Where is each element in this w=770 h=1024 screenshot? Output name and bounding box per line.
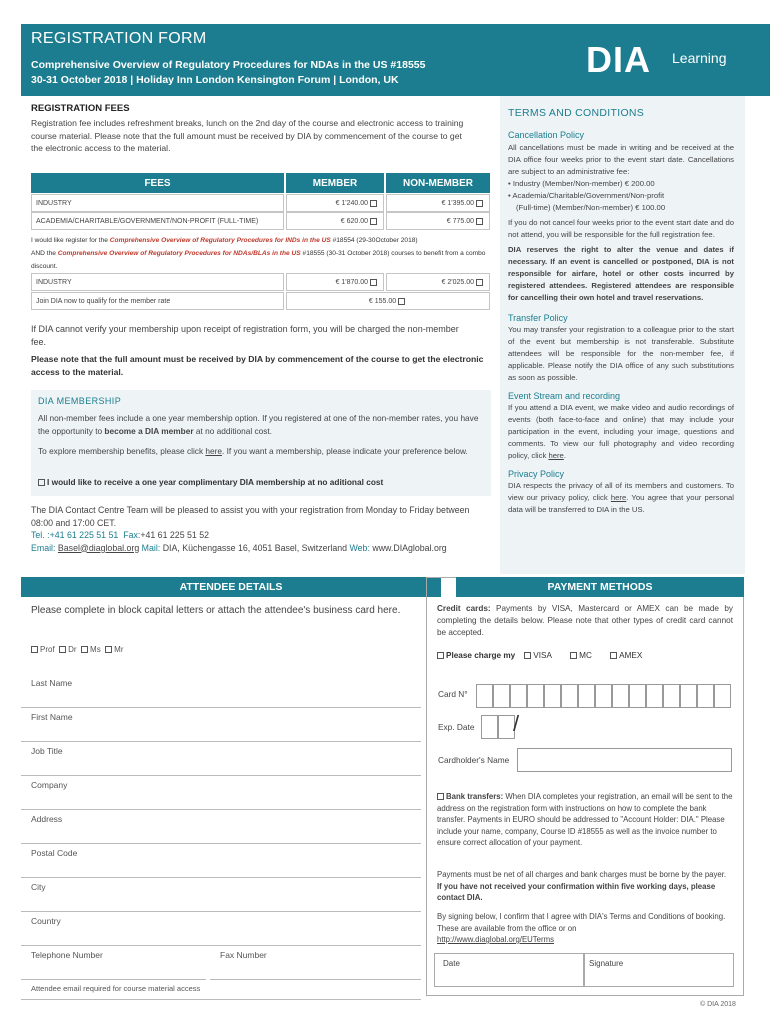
date-label: Date: [443, 959, 460, 968]
fee-value: € 1'240.00: [335, 199, 369, 207]
cancel-text-2: If you do not cancel four weeks prior to the event start date and do not attend, you will be responsible for the full registration fee.: [508, 218, 734, 239]
field-label: Job Title: [31, 746, 63, 756]
logo-text: DIA: [586, 39, 651, 80]
text-part: When DIA completes your registration, an email will be sent to the address on the registration form with instructions on how to complete the bank transfer. Payments in EURO should be addressed to "Account Holder: DIA." Please include your name, company, Course ID #18555 as well as the invoice number to ensure correct allocation of your payment.: [437, 792, 733, 847]
job-title-field[interactable]: [21, 744, 421, 776]
copyright: © DIA 2018: [700, 1001, 736, 1008]
text-part: at no additional cost.: [193, 425, 272, 436]
fax-field[interactable]: [210, 948, 421, 980]
visa-checkbox[interactable]: [524, 651, 552, 660]
fee-value: € 1'395.00: [441, 199, 475, 207]
verify-note: If DIA cannot verify your membership upon receipt of registration form, you will be charged the non-member fee.: [31, 324, 459, 347]
membership-link[interactable]: here: [205, 446, 223, 456]
checkbox-icon: [524, 652, 531, 659]
attendee-heading: ATTENDEE DETAILS: [21, 577, 441, 597]
card-digit-box[interactable]: [714, 684, 731, 708]
country-field[interactable]: [21, 914, 421, 946]
please-charge-checkbox[interactable]: [437, 651, 515, 660]
mc-checkbox[interactable]: [570, 651, 592, 660]
text-part: All non-member fees include a one year membership option. If you registered at one of the non-member rates, you have the opportunity to: [38, 413, 479, 436]
cancel-bold: DIA reserves the right to alter the venue and dates if necessary. If an event is cancelled or postponed, DIA is not responsible for airfare, hotel or other costs incurred by registered attendees. Registered attendees are responsible for cancelling their own hotel and travel reservations.: [508, 245, 734, 302]
cardholder-label: Cardholder's Name: [438, 755, 510, 765]
exp-month-box[interactable]: [481, 715, 498, 739]
col-nonmember: NON-MEMBER: [386, 173, 490, 193]
checkbox-icon: [38, 479, 45, 486]
payment-heading: PAYMENT METHODS: [456, 577, 744, 597]
field-label: Telephone Number: [31, 950, 103, 960]
transfer-title: Transfer Policy: [508, 313, 568, 323]
field-label: First Name: [31, 712, 73, 722]
stream-text: If you attend a DIA event, we make video and audio recordings of events (both face-to-face and online) that may include your participation in the event, including your image, questions and comments. To view our full photography and video recording policy, click here.: [508, 403, 734, 460]
fee-value: € 620.00: [340, 217, 369, 225]
combo-course-1: Comprehensive Overview of Regulatory Procedures for INDs in the US: [109, 237, 331, 244]
checkbox-icon: [610, 652, 617, 659]
card-number-label: Card N°: [438, 689, 468, 699]
checkbox-icon: [81, 646, 88, 653]
tel: +41 61 225 51 51: [49, 530, 119, 540]
title-options: [31, 645, 123, 654]
field-label: Last Name: [31, 678, 73, 688]
membership-checkbox[interactable]: [38, 477, 383, 487]
checkbox-icon: [59, 646, 66, 653]
fee-value: € 155.00: [368, 297, 397, 305]
card-digit-box[interactable]: [544, 684, 561, 708]
telephone-field[interactable]: [21, 948, 206, 980]
amex-checkbox[interactable]: [610, 651, 642, 660]
combo-part: #18555 (30-31 October 2018) courses to benefit from a combo discount.: [31, 250, 486, 270]
web-link[interactable]: www.DIAglobal.org: [372, 542, 447, 553]
field-label: Company: [31, 780, 68, 790]
title-label: Prof: [40, 645, 55, 654]
fee-member-checkbox[interactable]: [286, 212, 384, 230]
card-digit-box[interactable]: [680, 684, 697, 708]
card-digit-box[interactable]: [663, 684, 680, 708]
title-label: Ms: [90, 645, 101, 654]
text-part: . If you want a membership, please indicate your preference below.: [222, 446, 468, 456]
last-name-field[interactable]: [21, 676, 421, 708]
card-digit-box[interactable]: [561, 684, 578, 708]
bank-transfer-text: [437, 791, 733, 849]
fee-row-label: ACADEMIA/CHARITABLE/GOVERNMENT/NON-PROFIT (FULL-TIME): [31, 212, 284, 230]
form-title: REGISTRATION FORM: [31, 30, 207, 47]
cancel-bullet: (Full-time) (Member/Non-member) € 100.00: [516, 203, 666, 212]
cancel-text: All cancellations must be made in writing and be received at the DIA office four weeks prior to the event start date. Cancellations are subject to an administrative fee:: [508, 143, 734, 176]
dia-learning-logo: [586, 40, 736, 80]
card-label: AMEX: [619, 651, 643, 660]
title-mr[interactable]: [105, 645, 123, 654]
address-field[interactable]: [21, 812, 421, 844]
contact-text: The DIA Contact Centre Team will be pleased to assist you with your registration from Monday to Friday between 08:00 and 17:00 CET.: [31, 505, 470, 528]
title-label: Dr: [68, 645, 77, 654]
city-field[interactable]: [21, 880, 421, 912]
field-label: Country: [31, 916, 61, 926]
attendee-intro: Please complete in block capital letters or attach the attendee's business card here.: [31, 605, 401, 616]
join-row-label: Join DIA now to qualify for the member rate: [31, 292, 284, 310]
first-name-field[interactable]: [21, 710, 421, 742]
card-digit-box[interactable]: [612, 684, 629, 708]
fee-value: € 2'025.00: [441, 278, 475, 286]
card-digit-box[interactable]: [493, 684, 510, 708]
cardholder-input[interactable]: [517, 748, 732, 772]
contact-block: [31, 504, 493, 554]
card-digit-box[interactable]: [595, 684, 612, 708]
field-label: Attendee email required for course material access: [31, 984, 201, 993]
checkbox-icon: [570, 652, 577, 659]
fee-member-checkbox[interactable]: [286, 194, 384, 212]
fee-value: € 775.00: [446, 217, 475, 225]
company-field[interactable]: [21, 778, 421, 810]
bank-checkbox[interactable]: [437, 792, 503, 801]
checkbox-icon: [105, 646, 112, 653]
terms-body: [508, 129, 734, 516]
postal-code-field[interactable]: [21, 846, 421, 878]
membership-text: [38, 412, 483, 437]
privacy-title: Privacy Policy: [508, 469, 565, 479]
fax: +41 61 225 51 52: [140, 530, 210, 540]
title-label: Mr: [114, 645, 124, 654]
membership-heading: DIA MEMBERSHIP: [38, 396, 122, 406]
card-digit-box[interactable]: [629, 684, 646, 708]
text-part: Payments must be net of all charges and bank charges must be borne by the payer.: [437, 870, 727, 879]
combo-row-label: INDUSTRY: [31, 273, 284, 291]
card-digit-box[interactable]: [646, 684, 663, 708]
attendee-email-field[interactable]: [21, 982, 421, 1000]
eu-terms-link[interactable]: http://www.diaglobal.org/EUTerms: [437, 935, 555, 944]
charge-label: Please charge my: [446, 651, 516, 660]
checkbox-icon: [437, 652, 444, 659]
credit-card-text: [437, 603, 733, 639]
email-label: Email:: [31, 542, 56, 553]
field-label: Fax Number: [220, 950, 267, 960]
sign-text: [437, 911, 733, 946]
privacy-link[interactable]: here: [610, 493, 627, 502]
combo-member-checkbox[interactable]: [286, 273, 384, 291]
course-title: Comprehensive Overview of Regulatory Procedures for NDAs in the US #18555: [31, 59, 426, 71]
membership-explore: [38, 445, 483, 458]
checkbox-icon: [370, 200, 377, 207]
privacy-text: [508, 480, 734, 516]
fee-nonmember-checkbox[interactable]: [386, 212, 490, 230]
card-type-options: [437, 651, 642, 660]
checkbox-icon: [476, 218, 483, 225]
checkbox-icon: [370, 279, 377, 286]
net-bold: If you have not received your confirmation within five working days, please contact DIA.: [437, 881, 716, 902]
card-digit-box[interactable]: [697, 684, 714, 708]
text-part: . You agree that your personal data will be transferred to DIA in the US.: [508, 493, 734, 514]
combo-part: I would like register for the: [31, 237, 110, 244]
tel-label: Tel. :: [31, 530, 50, 540]
checkbox-label: I would like to receive a one year complimentary DIA membership at no aditional cost: [47, 477, 384, 487]
title-dr[interactable]: [59, 645, 76, 654]
stream-link[interactable]: here: [548, 451, 564, 460]
checkbox-icon: [476, 279, 483, 286]
checkbox-icon: [437, 793, 444, 800]
text-part: become a DIA member: [104, 425, 194, 436]
card-digit-box[interactable]: [510, 684, 527, 708]
title-prof[interactable]: [31, 645, 55, 654]
checkbox-icon: [398, 298, 405, 305]
date-field[interactable]: [434, 953, 584, 987]
join-checkbox[interactable]: [286, 292, 490, 310]
net-payment-text: [437, 869, 733, 904]
fee-nonmember-checkbox[interactable]: [386, 194, 490, 212]
course-date-venue: 30-31 October 2018 | Holiday Inn London Kensington Forum | London, UK: [31, 74, 399, 86]
combo-course-2: Comprehensive Overview of Regulatory Procedures for NDAs/BLAs in the US: [57, 250, 301, 257]
signature-label: Signature: [589, 959, 624, 968]
mail-label: Mail:: [141, 542, 161, 553]
title-ms[interactable]: [81, 645, 101, 654]
field-label: Postal Code: [31, 848, 78, 858]
header-banner: [21, 24, 770, 96]
credit-label: Credit cards:: [437, 604, 491, 613]
membership-box: [31, 390, 491, 496]
card-digit-box[interactable]: [578, 684, 595, 708]
combo-nonmember-checkbox[interactable]: [386, 273, 490, 291]
combo-text: [31, 234, 490, 273]
web-label: Web:: [349, 542, 370, 553]
cancel-bullet: • Industry (Member/Non-member) € 200.00: [508, 179, 655, 188]
signature-field[interactable]: [584, 953, 734, 987]
combo-part: #18554 (29-30October 2018): [330, 237, 418, 244]
mail-address: DIA, Küchengasse 16, 4051 Basel, Switzerland: [162, 542, 348, 553]
field-label: City: [31, 882, 46, 892]
email-link[interactable]: Basel@diaglobal.org: [57, 542, 140, 553]
combo-part: AND the: [31, 250, 58, 257]
terms-heading: TERMS AND CONDITIONS: [508, 107, 645, 119]
col-member: MEMBER: [286, 173, 384, 193]
exp-date-label: Exp. Date: [438, 722, 475, 732]
fee-row-label: INDUSTRY: [31, 194, 284, 212]
fees-intro: Registration fee includes refreshment breaks, lunch on the 2nd day of the course and electronic access to training course material. Please note that the full amount must be received by DIA by commencement of the course to get the electronic access to the material.: [31, 118, 464, 153]
fees-heading: REGISTRATION FEES: [31, 103, 130, 114]
card-digit-box[interactable]: [527, 684, 544, 708]
bank-label: Bank transfers:: [446, 792, 504, 801]
cancel-bullet: • Academia/Charitable/Government/Non-profit: [508, 191, 665, 200]
fax-label: Fax:: [123, 530, 141, 540]
text-part: By signing below, I confirm that I agree with DIA's Terms and Conditions of booking. These are available from the office or on: [437, 912, 726, 933]
checkbox-icon: [476, 200, 483, 207]
text-part: DIA respects the privacy of all of its members and customers. To view our privacy policy, click: [508, 481, 734, 502]
checkbox-icon: [31, 646, 38, 653]
cancel-title: Cancellation Policy: [508, 130, 585, 140]
text-part: To explore membership benefits, please click: [38, 446, 206, 456]
text-part: If you attend a DIA event, we make video and audio recordings of events (both face-to-face and online) that may include your participation in the event, including your image, questions and comments. To view our full photography and video recording policy, click: [508, 403, 734, 460]
transfer-text: You may transfer your registration to a colleague prior to the start of the event but membership is not transferable. Substitute attendees will be responsible for the non-member fee, if applicable. Please notify the DIA office of any such substitutions as soon as possible.: [508, 325, 734, 382]
logo-sub: Learning: [672, 50, 727, 66]
col-fees: FEES: [31, 173, 284, 193]
card-label: MC: [579, 651, 592, 660]
checkbox-icon: [370, 218, 377, 225]
exp-slash: /: [513, 711, 520, 736]
field-label: Address: [31, 814, 63, 824]
fee-value: € 1'870.00: [335, 278, 369, 286]
stream-title: Event Stream and recording: [508, 391, 621, 401]
card-digit-box[interactable]: [476, 684, 493, 708]
payment-note: Please note that the full amount must be received by DIA by commencement of the course to get the electronic access to the material.: [31, 354, 484, 377]
text-part: Payments by VISA, Mastercard or AMEX can be made by completing the details below. Please note that other types of credit card cannot be accepted.: [437, 604, 733, 637]
card-label: VISA: [533, 651, 552, 660]
